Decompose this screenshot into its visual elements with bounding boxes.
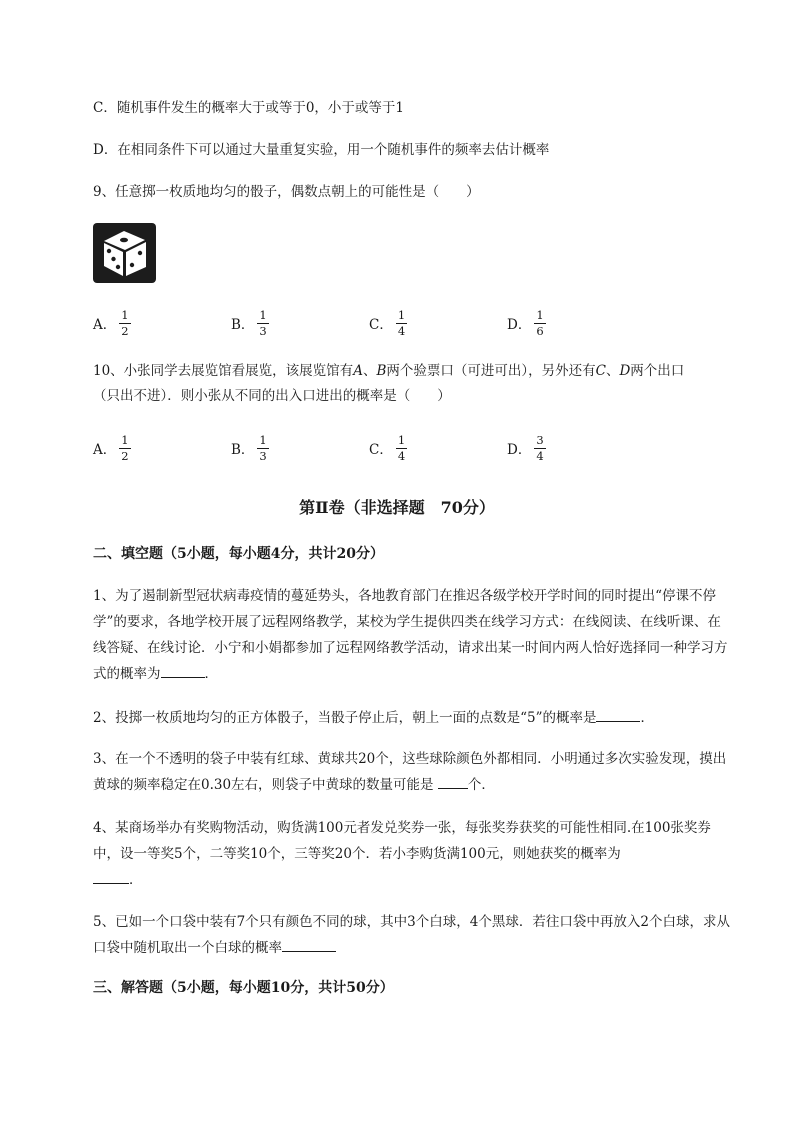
fraction: $\frac{1}{6}$: [536, 307, 544, 338]
q9-option-a[interactable]: A． $\frac{1}{2}$: [93, 307, 129, 338]
question-9: 9、任意掷一枚质地均匀的骰子，偶数点朝上的可能性是（ ）: [93, 184, 480, 200]
q9-option-d[interactable]: D． $\frac{1}{6}$: [507, 307, 544, 338]
q10-option-b[interactable]: B． $\frac{1}{3}$: [231, 432, 267, 463]
answer-blank[interactable]: [93, 869, 129, 884]
fraction: $\frac{1}{4}$: [397, 432, 406, 463]
fraction: $\frac{1}{3}$: [259, 307, 267, 338]
fill-question-1: 1、为了遏制新型冠状病毒疫情的蔓延势头，各地教育部门在推迟各级学校开学时间的同时提出“停课不停学”的要求，各地学校开展了远程网络教学，某校为学生提供四类在线学习方式：在线阅读、在线听课、在线答疑、在线讨论．小宁和小娟都参加了远程网络教学活动，请求出某一时间内两人恰好选择同一种学习方式的概率为 ．: [93, 588, 728, 682]
fraction: $\frac{1}{3}$: [259, 432, 267, 463]
question-10: 10、小张同学去展览馆看展览，该展览馆有A、B两个验票口（可进可出），另外还有C、D两个出口: [93, 363, 685, 379]
option-c-q8: C．随机事件发生的概率大于或等于0，小于或等于1: [93, 100, 405, 116]
fill-question-4: 4、某商场举办有奖购物活动，购货满100元者发兑奖券一张，每张奖券获奖的可能性相同.在100张奖券中，设一等奖5个，二等奖10个，三等奖20个．若小李购货满100元，则她获奖的概率为 ．: [93, 820, 711, 888]
fraction: $\frac{3}{4}$: [536, 432, 544, 463]
fraction: $\frac{1}{2}$: [121, 307, 129, 338]
question-10-line2: （只出不进）．则小张从不同的出入口进出的概率是（ ）: [93, 388, 451, 404]
q10-options: [93, 428, 653, 468]
answer-blank[interactable]: [596, 707, 640, 722]
section-title: 第Ⅱ卷（非选择题 70分）: [299, 498, 495, 517]
fill-question-3: 3、在一个不透明的袋子中装有红球、黄球共20个，这些球除颜色外都相同．小明通过多次实验发现，摸出黄球的频率稳定在0.30左右，则袋子中黄球的数量可能是 个．: [93, 751, 727, 793]
fill-question-5: 5、已如一个口袋中装有7个只有颜色不同的球，其中3个白球，4个黑球．若往口袋中再放入2个白球，求从口袋中随机取出一个白球的概率: [93, 914, 730, 956]
answer-blank[interactable]: [438, 774, 468, 789]
fraction: $\frac{1}{2}$: [121, 432, 129, 463]
q10-option-c[interactable]: C． $\frac{1}{4}$: [369, 432, 406, 463]
fill-question-2: 2、投掷一枚质地均匀的正方体骰子，当骰子停止后，朝上一面的点数是“5”的概率是 ．: [93, 705, 733, 731]
q9-options: [93, 303, 653, 343]
q9-option-b[interactable]: B． $\frac{1}{3}$: [231, 307, 267, 338]
answer-section-heading: 三、解答题（5小题，每小题10分，共计50分）: [93, 980, 394, 996]
q9-option-c[interactable]: C． $\frac{1}{4}$: [369, 307, 406, 338]
answer-blank[interactable]: [161, 663, 205, 678]
dice-icon: [93, 223, 156, 283]
q10-option-d[interactable]: D． $\frac{3}{4}$: [507, 432, 544, 463]
answer-blank[interactable]: [282, 937, 336, 952]
q10-option-a[interactable]: A． $\frac{1}{2}$: [93, 432, 129, 463]
option-d-q8: D．在相同条件下可以通过大量重复实验，用一个随机事件的频率去估计概率: [93, 142, 550, 158]
fraction: $\frac{1}{4}$: [397, 307, 406, 338]
fill-in-heading: 二、填空题（5小题，每小题4分，共计20分）: [93, 546, 384, 562]
